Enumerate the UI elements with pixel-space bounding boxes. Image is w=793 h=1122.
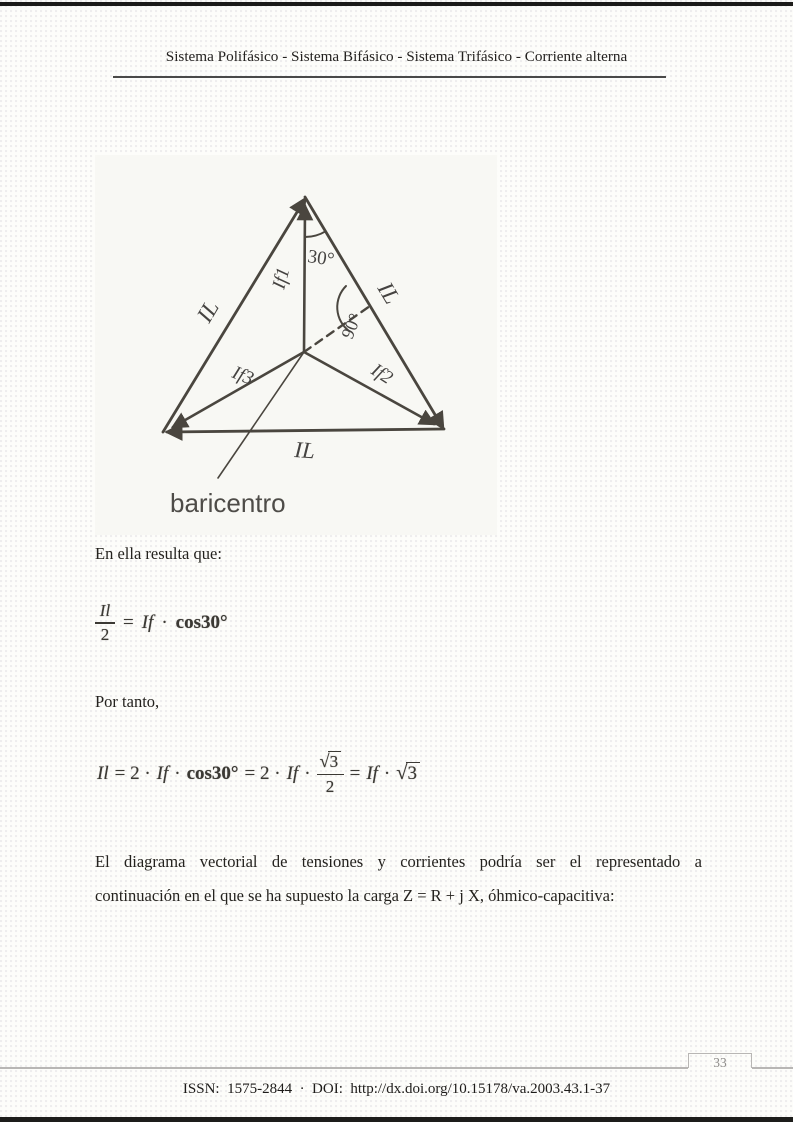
footer-rule-left bbox=[0, 1067, 688, 1069]
label-baricentro: baricentro bbox=[170, 488, 286, 518]
issn-doi-line: ISSN: 1575-2844 · DOI: http://dx.doi.org/10.15178/va.2003.43.1-37 bbox=[182, 1081, 611, 1097]
running-head: Sistema Polifásico - Sistema Bifásico - Sistema Trifásico - Corriente alterna bbox=[165, 48, 628, 65]
label-il-bottom: IL bbox=[293, 437, 316, 464]
por-tanto-text: Por tanto, bbox=[95, 692, 160, 711]
phase-vector-if1 bbox=[304, 206, 305, 352]
paragraph-line-1: El diagrama vectorial de tensiones y corrientes podría ser el representado a bbox=[95, 852, 702, 871]
sqrt-3: √ 3 bbox=[396, 762, 419, 785]
footer-rule-right bbox=[752, 1067, 793, 1069]
angle-arc-30 bbox=[305, 231, 326, 237]
page-number: 33 bbox=[713, 1055, 727, 1070]
body-paragraph bbox=[95, 845, 702, 913]
baricentro-pointer-line bbox=[218, 352, 304, 478]
page-number-tab bbox=[688, 1053, 752, 1068]
triangle-current-diagram bbox=[95, 155, 497, 535]
scan-edge-top bbox=[0, 2, 793, 6]
fraction-sqrt3-over-2: √ 3 2 bbox=[317, 751, 344, 796]
label-if1: If1 bbox=[268, 265, 295, 292]
fraction-il-over-2: $\frac{Il}{2}$ bbox=[95, 601, 115, 645]
label-il-right: IL bbox=[372, 277, 405, 309]
label-angle-30: 30° bbox=[306, 246, 336, 271]
paragraph-line-2: continuación en el que se ha supuesto la carga Z = R + j X, óhmico-capacitiva: bbox=[95, 886, 615, 905]
sqrt-3: √ 3 bbox=[317, 751, 344, 772]
vector-diagram-figure bbox=[95, 155, 497, 535]
formula-il-sqrt3: Il = 2 · If · cos30° = 2 · If · √ 3 2 = If · √ 3 bbox=[97, 751, 420, 796]
phase-vector-if2 bbox=[304, 352, 434, 424]
label-if2: If2 bbox=[367, 359, 397, 389]
fraction-bar bbox=[95, 622, 115, 624]
header-rule bbox=[113, 76, 666, 78]
fraction-bar bbox=[317, 774, 344, 776]
label-angle-90: 90° bbox=[337, 310, 366, 342]
intro-text: En ella resulta que: bbox=[95, 544, 222, 563]
formula-il-half: $\frac{Il}{2}$ = If · cos30° bbox=[95, 601, 228, 645]
scan-edge-bottom bbox=[0, 1117, 793, 1122]
triangle-side-left-il bbox=[163, 199, 305, 432]
label-il-left: IL bbox=[191, 296, 224, 327]
label-if3: If3 bbox=[229, 362, 257, 390]
triangle-side-bottom-il bbox=[167, 429, 444, 432]
